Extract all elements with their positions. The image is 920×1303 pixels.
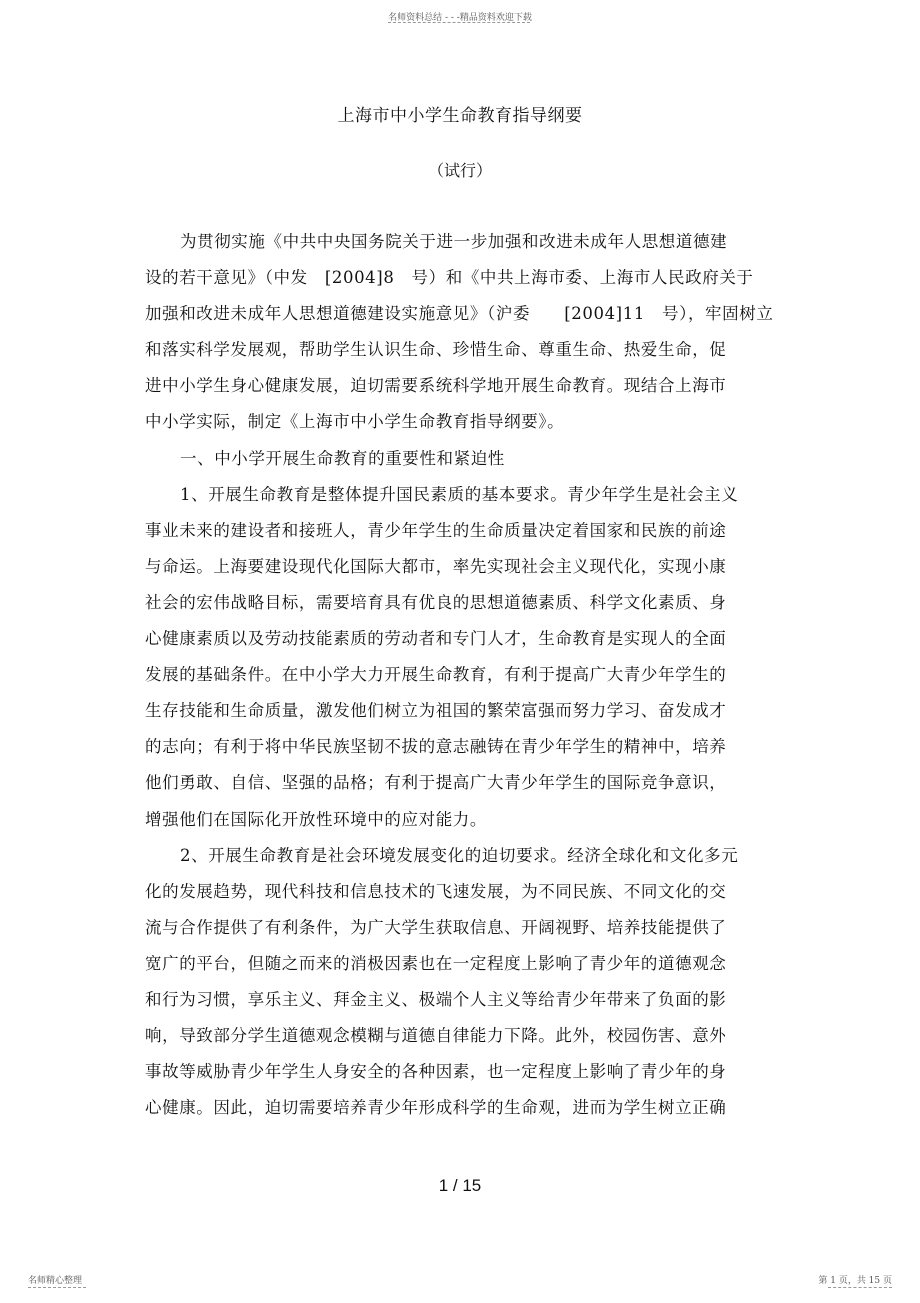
body-line: 加强和改进未成年人思想道德建设实施意见》（沪委 [2004]11 号），牢固树立 <box>145 304 774 324</box>
body-line: 事故等威胁青少年学生人身安全的各种因素，也一定程度上影响了青少年的身 <box>145 1062 727 1082</box>
body-line: 为贯彻实施《中共中央国务院关于进一步加强和改进未成年人思想道德建 <box>180 232 728 251</box>
body-line: 心健康素质以及劳动技能素质的劳动者和专门人才，生命教育是实现人的全面 <box>145 629 727 649</box>
body-line: 和行为习惯，享乐主义、拜金主义、极端个人主义等给青少年带来了负面的影 <box>145 989 727 1009</box>
body-line: 化的发展趋势，现代科技和信息技术的飞速发展，为不同民族、不同文化的交 <box>145 881 727 901</box>
body-line: 心健康。因此，迫切需要培养青少年形成科学的生命观，进而为学生树立正确 <box>145 1098 727 1118</box>
body-line: 宽广的平台，但随之而来的消极因素也在一定程度上影响了青少年的道德观念 <box>145 953 727 973</box>
footer-page-count: 第 1 页，共 15 页 <box>818 1276 892 1286</box>
header-divider <box>388 22 530 23</box>
body-line: 增强他们在国际化开放性环境中的应对能力。 <box>145 809 487 829</box>
header-watermark-note: 名师资料总结 - - -精品资料欢迎下载 <box>388 13 532 23</box>
body-line: 中小学实际，制定《上海市中小学生命教育指导纲要》。 <box>145 412 565 432</box>
body-line: 事业未来的建设者和接班人，青少年学生的生命质量决定着国家和民族的前途 <box>145 520 727 540</box>
body-line: 流与合作提供了有利条件，为广大学生获取信息、开阔视野、培养技能提供了 <box>145 917 727 937</box>
body-line: 一、中小学开展生命教育的重要性和紧迫性 <box>180 448 505 468</box>
body-line: 响，导致部分学生道德观念模糊与道德自律能力下降。此外，校园伤害、意外 <box>145 1026 727 1046</box>
body-line: 设的若干意见》（中发 [2004]8 号）和《中共上海市委、上海市人民政府关于 <box>145 268 754 288</box>
body-line: 进中小学生身心健康发展，迫切需要系统科学地开展生命教育。现结合上海市 <box>145 376 727 396</box>
body-line: 生存技能和生命质量，激发他们树立为祖国的繁荣富强而努力学习、奋发成才 <box>145 701 727 721</box>
document-subtitle: （试行） <box>427 161 492 180</box>
body-line: 他们勇敢、自信、坚强的品格；有利于提高广大青少年学生的国际竞争意识， <box>145 773 727 793</box>
footer-right-divider <box>828 1287 892 1288</box>
footer-left-note: 名师精心整理 <box>28 1276 83 1286</box>
body-line: 发展的基础条件。在中小学大力开展生命教育，有利于提高广大青少年学生的 <box>145 665 727 685</box>
body-line: 2、开展生命教育是社会环境发展变化的迫切要求。经济全球化和文化多元 <box>180 845 739 865</box>
body-line: 的志向；有利于将中华民族坚韧不拔的意志融铸在青少年学生的精神中，培养 <box>145 737 727 757</box>
body-line: 1、开展生命教育是整体提升国民素质的基本要求。青少年学生是社会主义 <box>180 484 739 504</box>
document-body <box>145 224 785 1126</box>
body-line: 与命运。上海要建设现代化国际大都市，率先实现社会主义现代化，实现小康 <box>145 556 727 576</box>
footer-left-divider <box>28 1287 86 1288</box>
document-title: 上海市中小学生命教育指导纲要 <box>337 106 583 126</box>
body-line: 和落实科学发展观，帮助学生认识生命、珍惜生命、尊重生命、热爱生命，促 <box>145 340 727 360</box>
body-line: 社会的宏伟战略目标，需要培育具有优良的思想道德素质、科学文化素质、身 <box>145 592 727 612</box>
page-number: 1 / 15 <box>438 1176 482 1195</box>
